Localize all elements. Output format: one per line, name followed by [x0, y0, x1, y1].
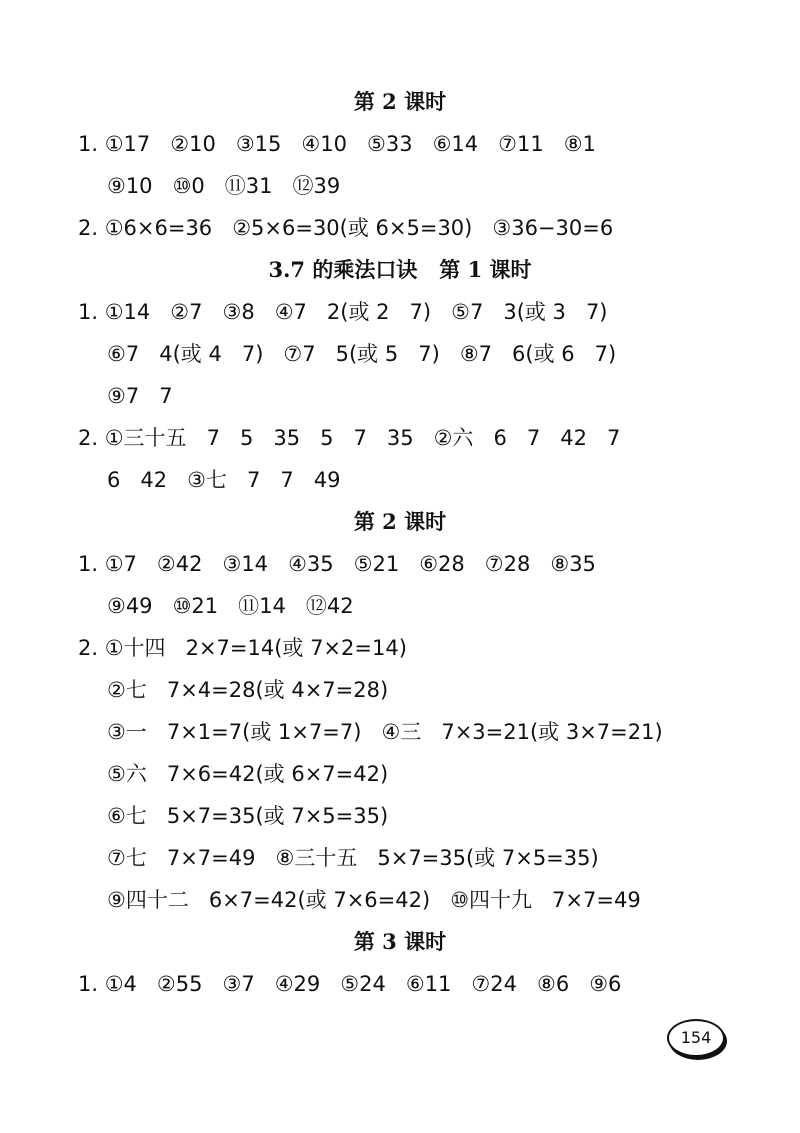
- answer-line: 1. ①17 ②10 ③15 ④10 ⑤33 ⑥14 ⑦11 ⑧1: [78, 132, 596, 156]
- answer-line: ⑤六 7×6=42(或 6×7=42): [107, 762, 389, 786]
- answer-line: ⑨四十二 6×7=42(或 7×6=42) ⑩四十九 7×7=49: [107, 888, 641, 912]
- heading-lesson-2: 第 2 课时: [353, 509, 447, 534]
- answer-line: ⑨49 ⑩21 ⑪14 ⑫42: [107, 594, 354, 618]
- answer-line: 1. ①4 ②55 ③7 ④29 ⑤24 ⑥11 ⑦24 ⑧6 ⑨6: [78, 972, 622, 996]
- section-heading-7-times-table: 3.7 的乘法口诀 第 1 课时: [268, 257, 532, 282]
- heading-lesson-3: 第 3 课时: [353, 929, 447, 954]
- answer-line: 2. ①6×6=36 ②5×6=30(或 6×5=30) ③36−30=6: [78, 216, 614, 240]
- answer-line: ⑥七 5×7=35(或 7×5=35): [107, 804, 389, 828]
- heading-lesson-2: 第 2 课时: [353, 89, 447, 114]
- answer-line: 1. ①14 ②7 ③8 ④7 2(或 2 7) ⑤7 3(或 3 7): [78, 300, 608, 324]
- answer-line: ⑦七 7×7=49 ⑧三十五 5×7=35(或 7×5=35): [107, 846, 599, 870]
- answer-line: 1. ①7 ②42 ③14 ④35 ⑤21 ⑥28 ⑦28 ⑧35: [78, 552, 596, 576]
- page-number: 154: [667, 1019, 725, 1057]
- answer-line: ⑨10 ⑩0 ⑪31 ⑫39: [107, 174, 341, 198]
- answer-line: ③一 7×1=7(或 1×7=7) ④三 7×3=21(或 3×7=21): [107, 720, 663, 744]
- answer-line: 2. ①三十五 7 5 35 5 7 35 ②六 6 7 42 7: [78, 426, 621, 450]
- answer-line: ⑨7 7: [107, 384, 173, 408]
- answer-line: ⑥7 4(或 4 7) ⑦7 5(或 5 7) ⑧7 6(或 6 7): [107, 342, 617, 366]
- answer-line: 2. ①十四 2×7=14(或 7×2=14): [78, 636, 407, 660]
- answer-line: ②七 7×4=28(或 4×7=28): [107, 678, 389, 702]
- answer-line: 6 42 ③七 7 7 49: [107, 468, 341, 492]
